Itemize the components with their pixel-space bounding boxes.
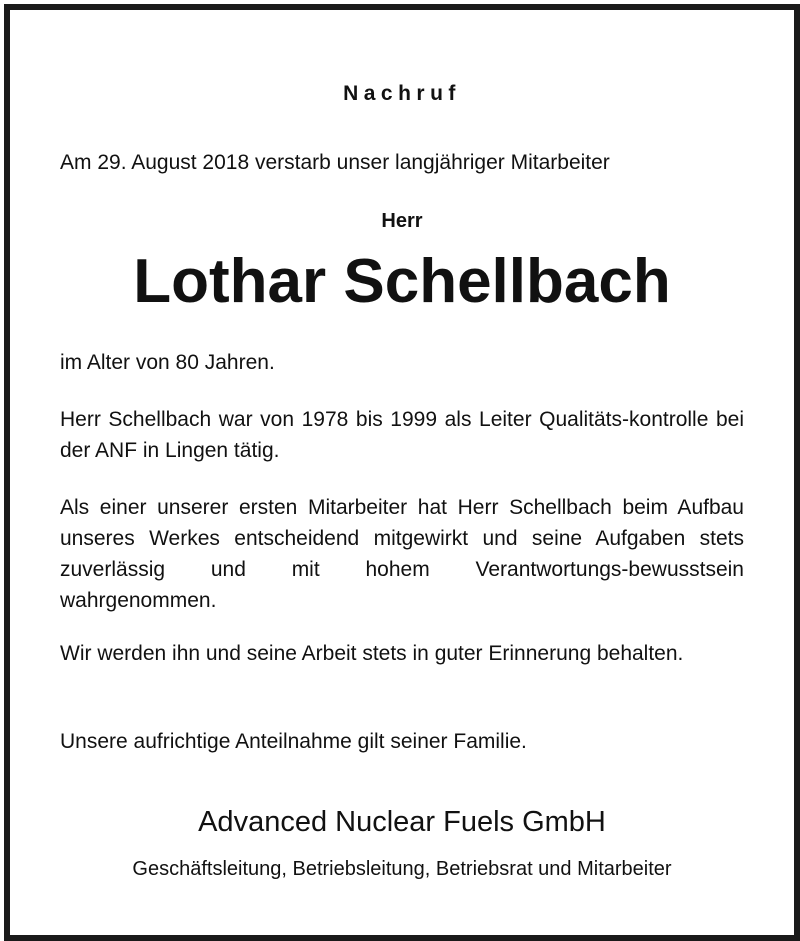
notice-heading: Nachruf [343,82,461,105]
paragraph-career: Herr Schellbach war von 1978 bis 1999 als Leiter Qualitäts-kontrolle bei der ANF in Lingen tätig. [60,408,744,462]
paragraph-contribution: Als einer unserer ersten Mitarbeiter hat Herr Schellbach beim Aufbau unseres Werkes entscheidend mitgewirkt und seine Aufgaben stets zuverlässig und mit hohem Verantwortungs-bewusstsein wahrgenommen. [60,496,744,612]
signers-line: Geschäftsleitung, Betriebsleitung, Betriebsrat und Mitarbeiter [132,858,672,880]
deceased-name: Lothar Schellbach [133,247,671,316]
obituary-border [4,4,800,941]
salutation: Herr [381,210,423,232]
intro-text: Am 29. August 2018 verstarb unser langjähriger Mitarbeiter [60,151,610,174]
paragraph-condolence: Unsere aufrichtige Anteilnahme gilt seiner Familie. [60,730,527,753]
obituary-content [60,10,744,935]
age-line: im Alter von 80 Jahren. [60,351,275,374]
paragraph-remembrance: Wir werden ihn und seine Arbeit stets in guter Erinnerung behalten. [60,642,684,665]
company-name: Advanced Nuclear Fuels GmbH [198,806,606,838]
